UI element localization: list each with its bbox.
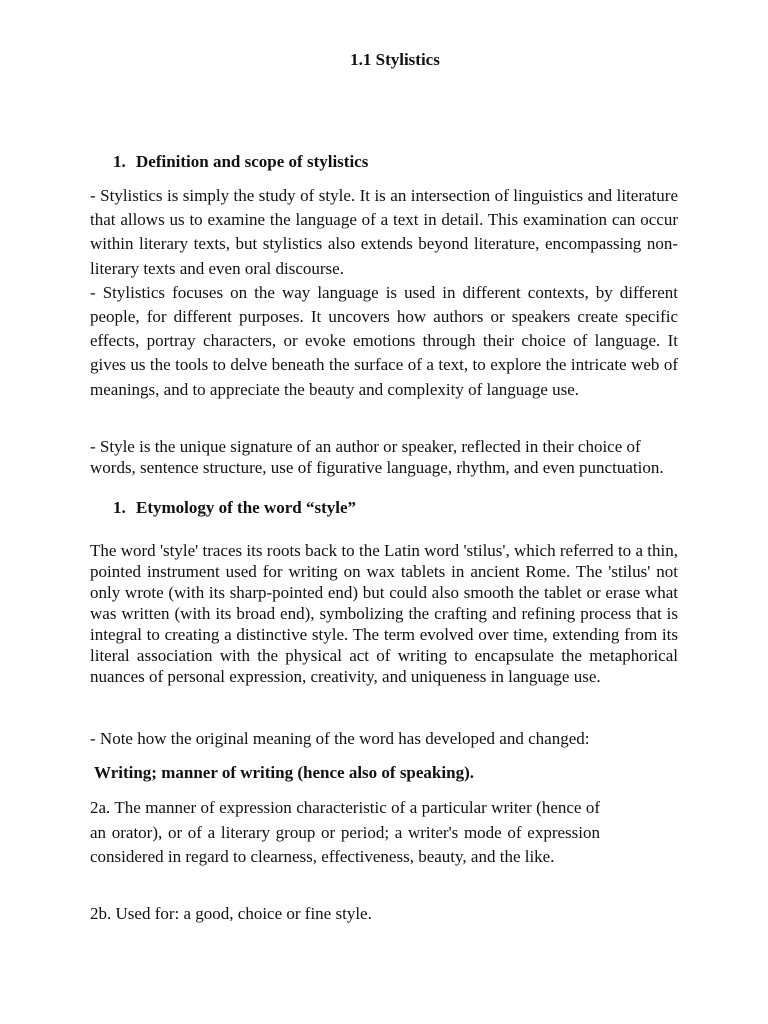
paragraph-style-signature: - Style is the unique signature of an author or speaker, reflected in their choice of words, sentence structure, use of figurative language, rhythm, and even punctuation. (90, 437, 664, 477)
page-title: 1.1 Stylistics (350, 50, 440, 69)
bold-definition: Writing; manner of writing (hence also of speaking). (94, 763, 474, 782)
paragraph-note: - Note how the original meaning of the word has developed and changed: (90, 729, 590, 748)
section-number: 1. (113, 498, 126, 517)
section-heading-definition (113, 151, 368, 173)
section-number: 1. (113, 152, 126, 171)
section-heading-text: Etymology of the word “style” (136, 498, 357, 517)
section-heading-etymology (113, 497, 356, 519)
section-body-definition (90, 184, 678, 402)
paragraph: - Stylistics is simply the study of style. It is an intersection of linguistics and literature that allows us to examine the language of a text in detail. This examination can occur within literary texts, but stylistics also extends beyond literature, encompassing non-literary texts and even oral discourse. (90, 186, 678, 278)
definition-2b: 2b. Used for: a good, choice or fine style. (90, 904, 372, 923)
definition-2a: 2a. The manner of expression characteristic of a particular writer (hence of an orator), or of a literary group or period; a writer's mode of expression considered in regard to clearness, effectiveness, beauty, and the like. (90, 798, 600, 867)
paragraph-etymology: The word 'style' traces its roots back to the Latin word 'stilus', which referred to a thin, pointed instrument used for writing on wax tablets in ancient Rome. The 'stilus' not only wrote (with its sharp-pointed end) but could also smooth the tablet or erase what was written (with its broad end), symbolizing the crafting and refining process that is integral to creating a distinctive style. The term evolved over time, extending from its literal association with the physical act of writing to encapsulate the metaphorical nuances of personal expression, creativity, and uniqueness in language use. (90, 541, 678, 686)
section-heading-text: Definition and scope of stylistics (136, 152, 369, 171)
paragraph: - Stylistics focuses on the way language is used in different contexts, by different people, for different purposes. It uncovers how authors or speakers create specific effects, portray characters, or evoke emotions through their choice of language. It gives us the tools to delve beneath the surface of a text, to explore the intricate web of meanings, and to appreciate the beauty and complexity of language use. (90, 282, 678, 399)
